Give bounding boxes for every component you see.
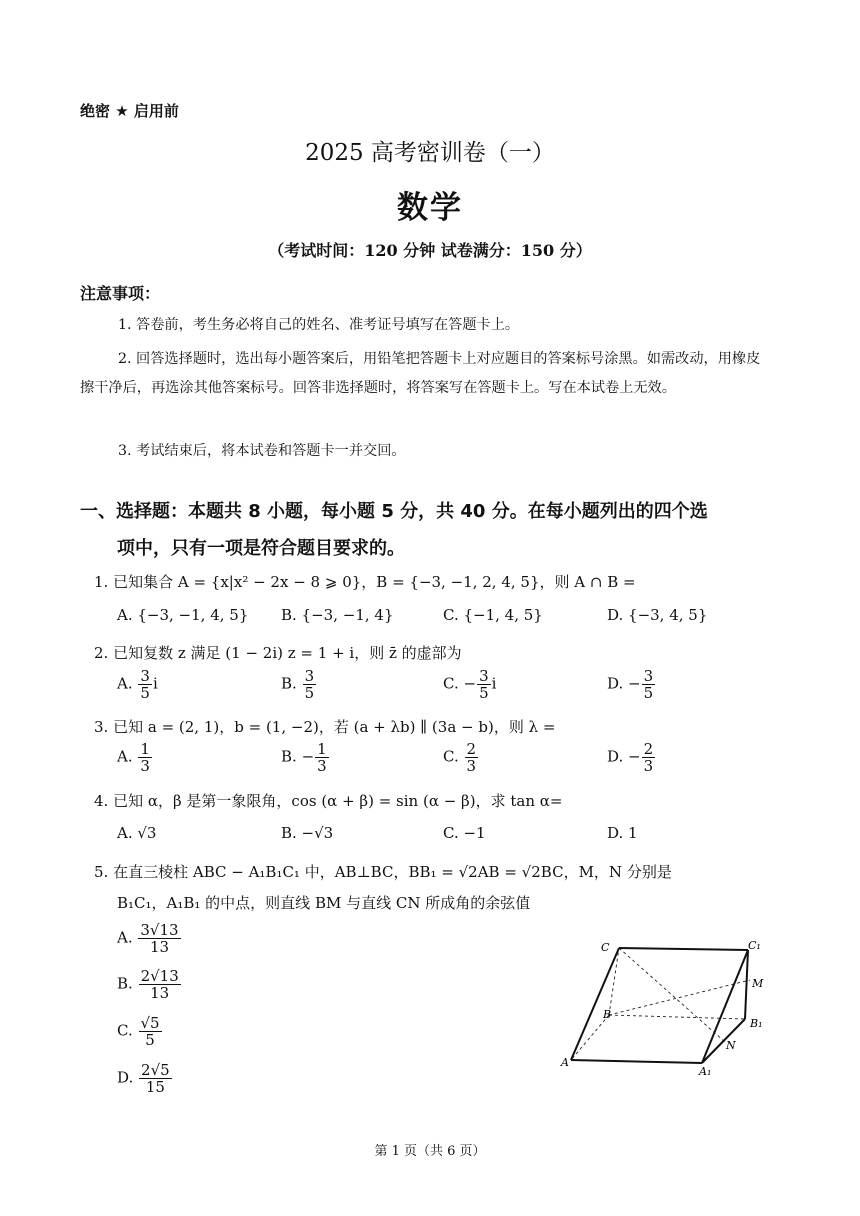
fraction: $\frac{3}{5}$ <box>643 667 654 702</box>
q4-option-d[interactable]: D. 1 <box>607 824 638 842</box>
label-N: N <box>726 1039 736 1052</box>
q5-option-a[interactable]: A. $\frac{3√13}{13}$ <box>117 921 179 956</box>
q4-option-a[interactable]: A. √3 <box>117 824 157 842</box>
q5-option-b[interactable]: B. $\frac{2√13}{13}$ <box>117 967 179 1002</box>
fraction: $\frac{2}{3}$ <box>466 740 477 775</box>
q2-option-b[interactable]: B. $\frac{3}{5}$ <box>281 667 315 702</box>
q2-option-d[interactable]: D. − $\frac{3}{5}$ <box>607 667 654 702</box>
fraction: $\frac{3}{5}$ <box>304 667 315 702</box>
q5-option-c[interactable]: C. $\frac{√5}{5}$ <box>117 1014 160 1049</box>
notice-item-3: 3. 考试结束后，将本试卷和答题卡一并交回。 <box>118 443 406 459</box>
question-2-stem: 2. 已知复数 z 满足 (1 − 2i) z = 1 + i，则 z̄ 的虚部为 <box>94 644 462 662</box>
q3-option-d[interactable]: D. − $\frac{2}{3}$ <box>607 740 654 775</box>
notice-item-1: 1. 答卷前，考生务必将自己的姓名、准考证号填写在答题卡上。 <box>118 317 520 333</box>
q1-option-d[interactable]: D. {−3, 4, 5} <box>607 606 708 624</box>
page-footer: 第 1 页（共 6 页） <box>374 1144 486 1159</box>
q2-option-c[interactable]: C. − $\frac{3}{5}$ i <box>443 667 497 702</box>
q2-option-a[interactable]: A. $\frac{3}{5}$ i <box>117 667 158 702</box>
label-C: C <box>601 941 610 954</box>
q3-option-b[interactable]: B. − $\frac{1}{3}$ <box>281 740 327 775</box>
question-5-stem-line2: B₁C₁，A₁B₁ 的中点，则直线 BM 与直线 CN 所成角的余弦值 <box>117 894 531 912</box>
fraction: $\frac{3}{5}$ <box>479 667 489 702</box>
edge-C1B1 <box>745 950 748 1019</box>
edge-AA1 <box>571 1060 702 1063</box>
section-heading <box>80 493 770 567</box>
exam-time-info: （考试时间：120 分钟 试卷满分：150 分） <box>268 241 592 260</box>
q4-option-b[interactable]: B. −√3 <box>281 824 334 842</box>
label-M: M <box>752 977 764 990</box>
q1-option-c[interactable]: C. {−1, 4, 5} <box>443 606 543 624</box>
q5-option-d[interactable]: D. $\frac{2√5}{15}$ <box>117 1061 170 1096</box>
exam-title: 2025 高考密训卷（一） <box>305 140 555 166</box>
fraction: $\frac{2√13}{13}$ <box>140 967 179 1002</box>
subject-title: 数学 <box>397 190 463 226</box>
fraction: $\frac{3}{5}$ <box>140 667 150 702</box>
confidential-mark: 绝密 ★ 启用前 <box>80 102 179 120</box>
fraction: $\frac{2√5}{15}$ <box>141 1061 170 1096</box>
q1-option-a[interactable]: A. {−3, −1, 4, 5} <box>117 606 249 624</box>
label-A1: A₁ <box>699 1065 712 1078</box>
label-C1: C₁ <box>748 939 761 952</box>
q3-option-c[interactable]: C. $\frac{2}{3}$ <box>443 740 477 775</box>
q4-option-c[interactable]: C. −1 <box>443 824 486 842</box>
prism-figure <box>555 935 770 1080</box>
section-heading-line2: 项中，只有一项是符合题目要求的。 <box>117 538 405 559</box>
edge-BA <box>571 1015 609 1060</box>
fraction: $\frac{2}{3}$ <box>643 740 654 775</box>
label-B: B <box>603 1008 612 1021</box>
fraction: $\frac{1}{3}$ <box>140 740 150 775</box>
segment-CN <box>619 948 725 1042</box>
edge-CA <box>571 948 619 1060</box>
question-1-stem: 1. 已知集合 A = {x|x² − 2x − 8 ⩾ 0}，B = {−3, −1, 2, 4, 5}，则 A ∩ B = <box>94 573 636 591</box>
edge-C1A1 <box>702 950 748 1063</box>
label-B1: B₁ <box>750 1017 763 1030</box>
edge-B1A1 <box>702 1019 745 1063</box>
section-heading-line1: 一、选择题：本题共 8 小题，每小题 5 分，共 40 分。在每小题列出的四个选 <box>80 501 708 522</box>
fraction: $\frac{3√13}{13}$ <box>140 921 179 956</box>
q1-option-b[interactable]: B. {−3, −1, 4} <box>281 606 394 624</box>
fraction: $\frac{1}{3}$ <box>317 740 327 775</box>
notice-item-2: 2. 回答选择题时，选出每小题答案后，用铅笔把答题卡上对应题目的答案标号涂黑。如需改动，用橡皮擦干净后，再选涂其他答案标号。回答非选择题时，将答案写在答题卡上。写在本试卷上无效。 <box>80 351 761 396</box>
fraction: $\frac{√5}{5}$ <box>140 1014 160 1049</box>
q3-option-a[interactable]: A. $\frac{1}{3}$ <box>117 740 150 775</box>
edge-BB1 <box>609 1015 745 1019</box>
question-3-stem: 3. 已知 a = (2, 1)，b = (1, −2)，若 (a + λb) ∥ (3a − b)，则 λ = <box>94 718 556 736</box>
label-A: A <box>561 1056 569 1069</box>
notice-heading: 注意事项： <box>80 284 161 303</box>
question-5-stem: 5. 在直三棱柱 ABC − A₁B₁C₁ 中，AB⊥BC，BB₁ = √2AB = √2BC，M，N 分别是 <box>94 863 672 881</box>
edge-CC1 <box>619 948 748 950</box>
question-4-stem: 4. 已知 α，β 是第一象限角，cos (α + β) = sin (α − β)，求 tan α= <box>94 792 563 810</box>
